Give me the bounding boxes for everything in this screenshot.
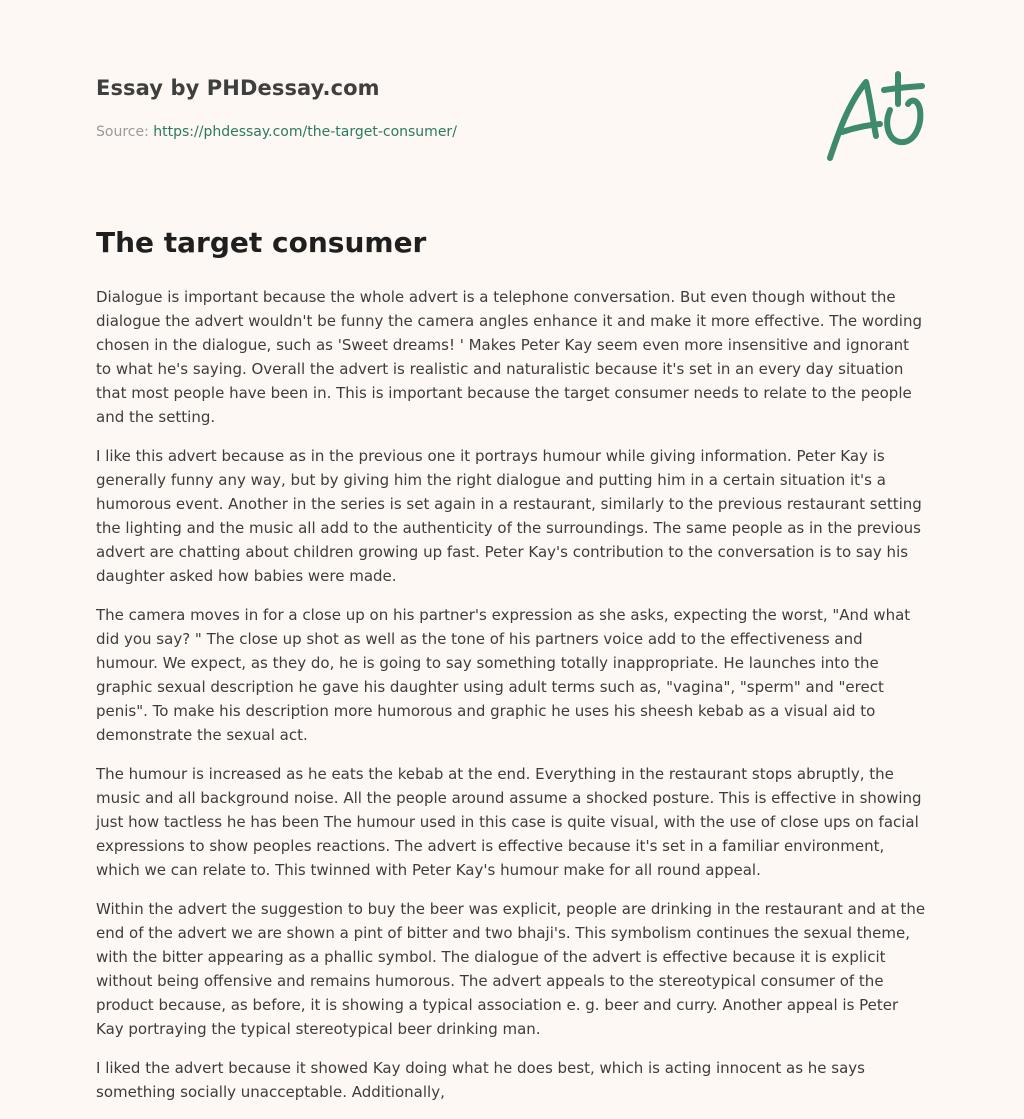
paragraph: Within the advert the suggestion to buy the beer was explicit, people are drinking in the restaurant and at the end of the advert we are shown a pint of bitter and two bhaji's. This symbolism continues the sexual theme, with the bitter appearing as a phallic symbol. The dialogue of the advert is effective because it is explicit without being offensive and remains humorous. The advert appeals to the stereotypical consumer of the product because, as before, it is showing a typical association e. g. beer and curry. Another appeal is Peter Kay portraying the typical stereotypical beer drinking man. [96,900,926,1038]
paragraph: I like this advert because as in the previous one it portrays humour while giving information. Peter Kay is generally funny any way, but by giving him the right dialogue and putting him in a certain situation it's a humorous event. Another in the series is set again in a restaurant, similarly to the previous restaurant setting the lighting and the music all add to the authenticity of the surroundings. The same people as in the previous advert are chatting about children growing up fast. Peter Kay's contribution to the conversation is to say his daughter asked how babies were made. [96,447,922,585]
source-label: Source: [96,124,149,140]
site-brand: Essay by PHDessay.com [96,76,380,100]
paragraph: The camera moves in for a close up on his partner's expression as she asks, expecting the worst, "And what did you say? " The close up shot as well as the tone of his partners voice add to the effectiveness and humour. We expect, as they do, he is going to say something totally inappropriate. He launches into the graphic sexual description he gave his daughter using adult terms such as, "vagina", "sperm" and "erect penis". To make his description more humorous and graphic he uses his sheesh kebab as a visual aid to demonstrate the sexual act. [96,606,911,744]
article-body [96,285,928,1119]
logo-graphic [818,66,930,166]
source-line [96,124,928,140]
source-link[interactable]: https://phdessay.com/the-target-consumer/ [153,124,457,140]
page-header [96,76,928,140]
paragraph: Dialogue is important because the whole advert is a telephone conversation. But even though without the dialogue the advert wouldn't be funny the camera angles enhance it and make it more effective. The wording chosen in the dialogue, such as 'Sweet dreams! ' Makes Peter Kay seem even more insensitive and ignorant to what he's saying. Overall the advert is realistic and naturalistic because it's set in an every day situation that most people have been in. This is important because the target consumer needs to relate to the people and the setting. [96,288,922,426]
article-title: The target consumer [96,226,427,259]
paragraph: I liked the advert because it showed Kay doing what he does best, which is acting innocent as he says something socially unacceptable. Additionally, [96,1059,865,1101]
paragraph: The humour is increased as he eats the kebab at the end. Everything in the restaurant stops abruptly, the music and all background noise. All the people around assume a shocked posture. This is effective in showing just how tactless he has been The humour used in this case is quite visual, with the use of close ups on facial expressions to show peoples reactions. The advert is effective because it's set in a familiar environment, which we can relate to. This twinned with Peter Kay's humour make for all round appeal. [96,765,922,879]
a-plus-grade-icon [818,66,930,166]
